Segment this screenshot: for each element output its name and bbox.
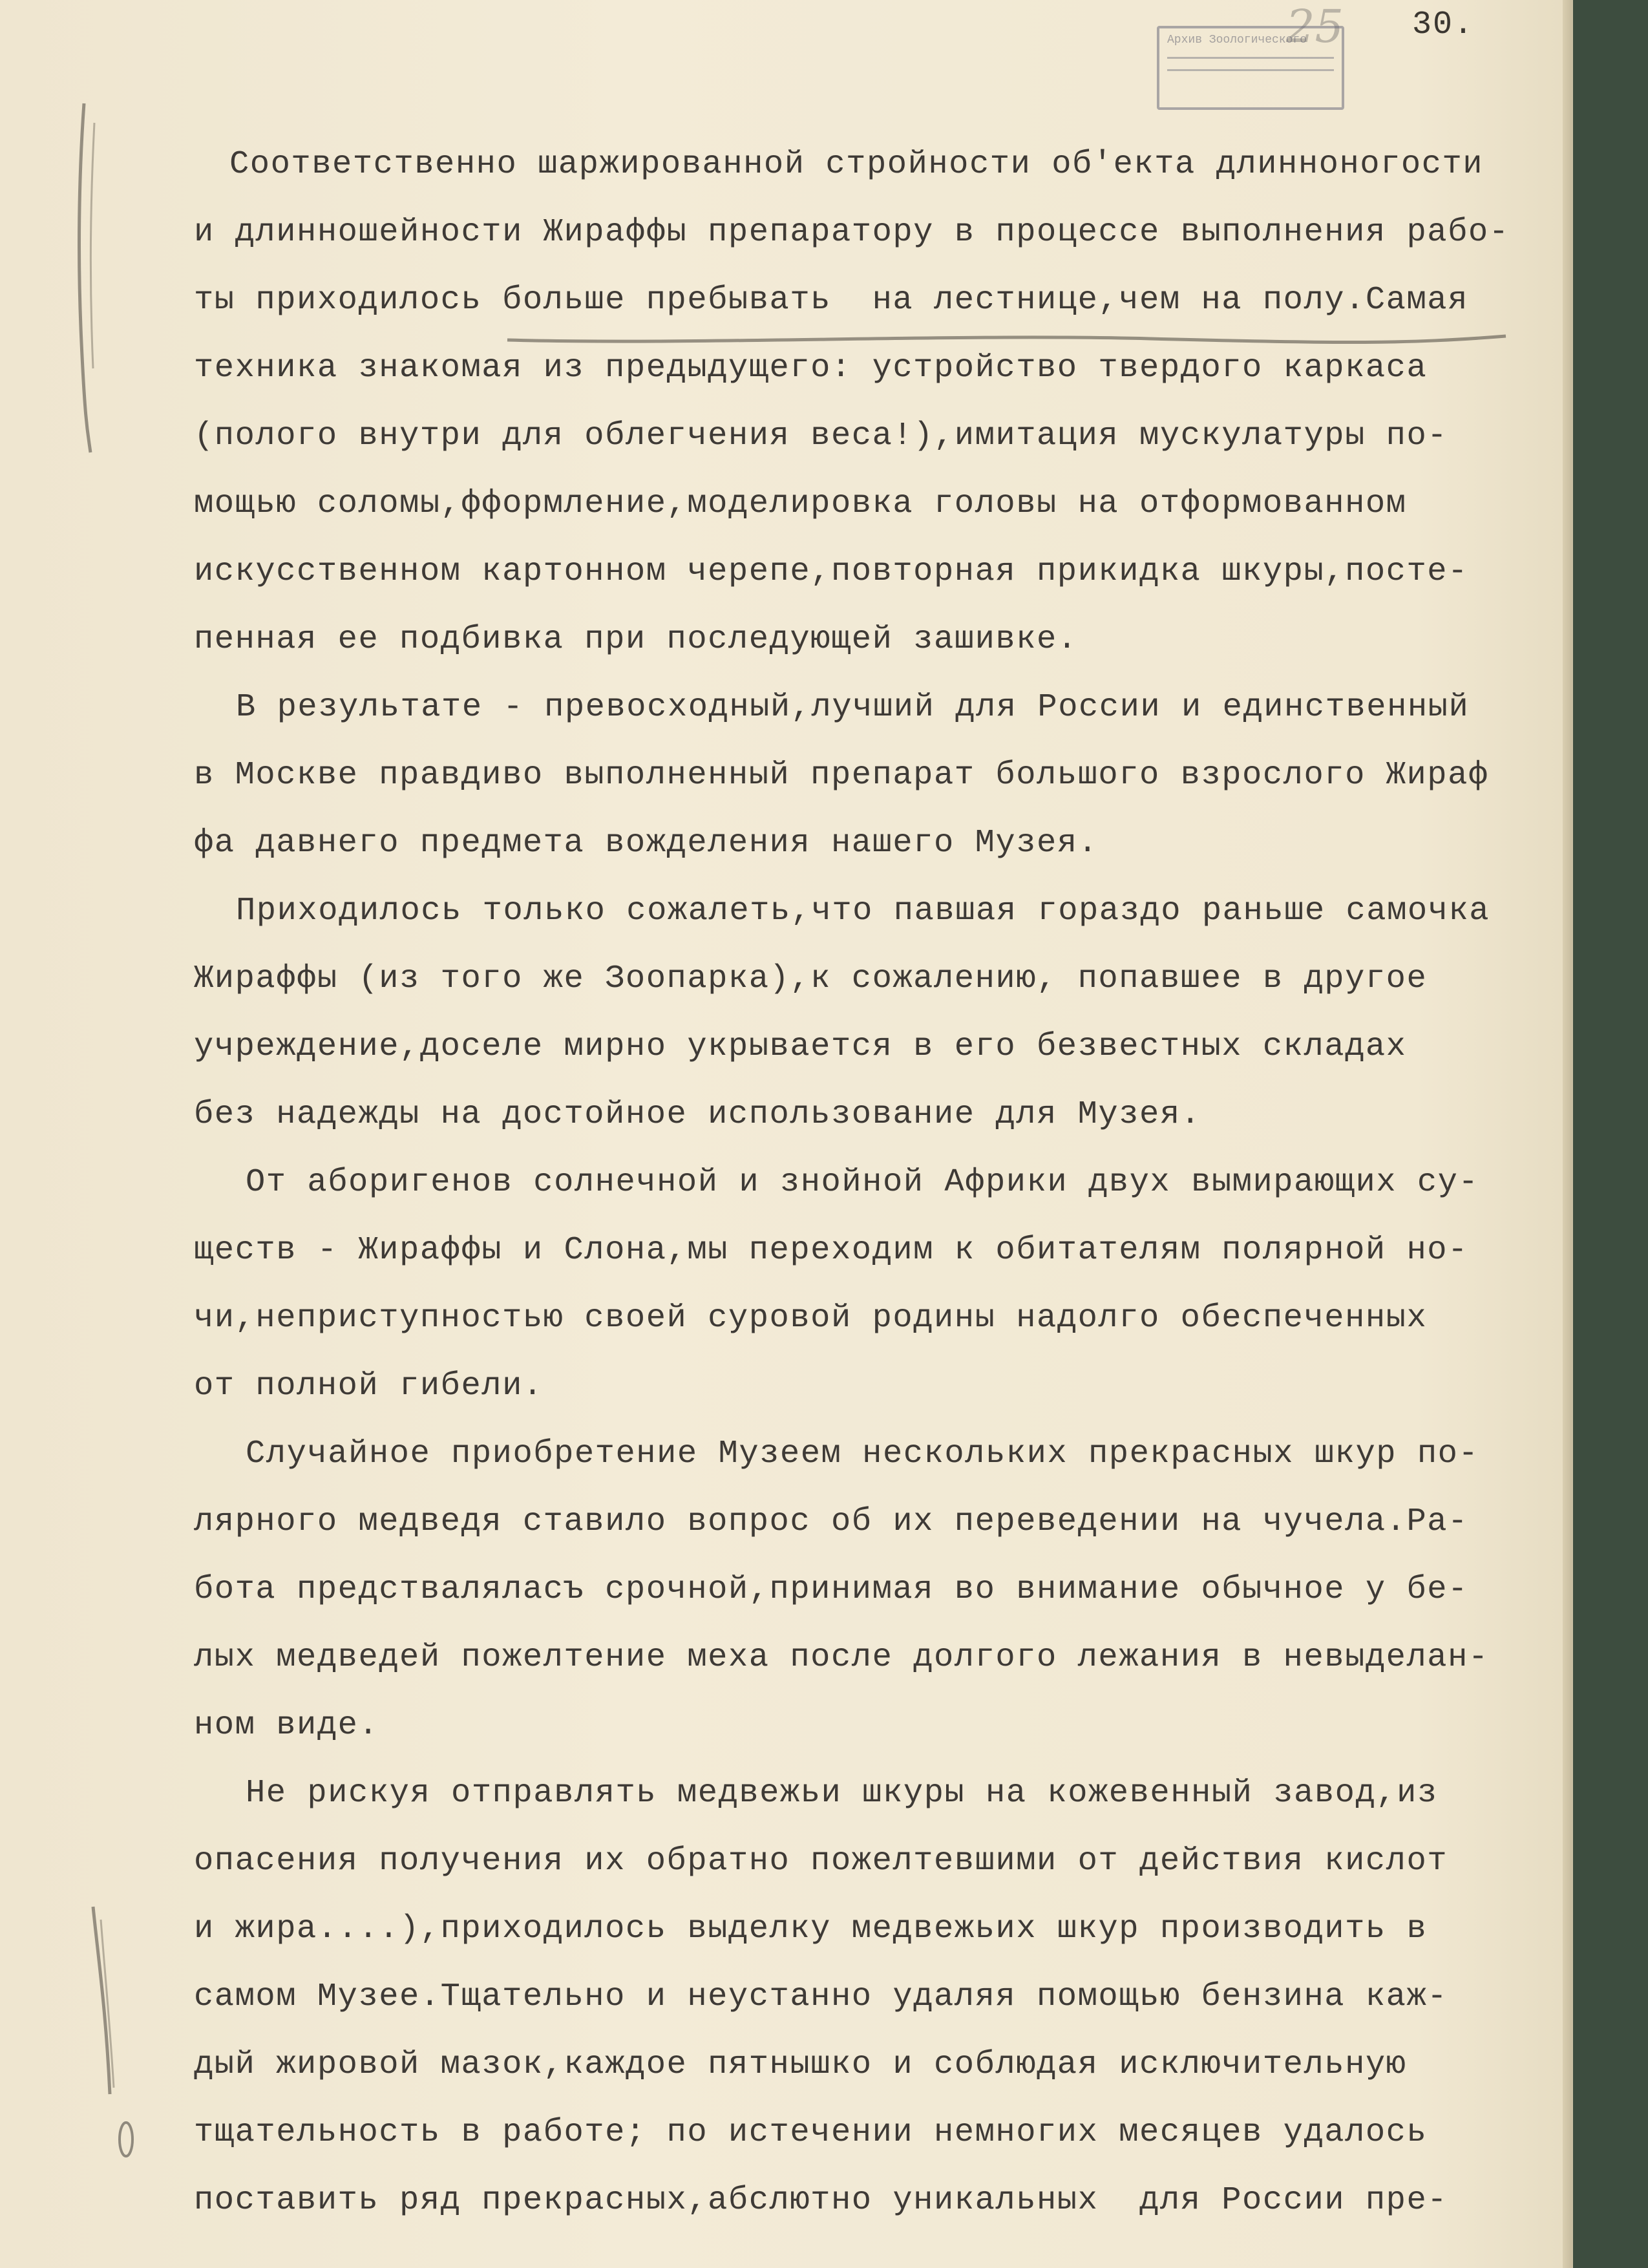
stamp-line bbox=[1167, 53, 1334, 59]
text-line: чи,неприступностью своей суровой родины надолго обеспеченных bbox=[194, 1300, 1428, 1337]
text-line: поставить ряд прекрасных,абслютно уникальных для России пре- bbox=[194, 2182, 1448, 2219]
text-line: и длинношейности Жираффы препаратору в процессе выполнения рабо- bbox=[194, 214, 1510, 251]
text-line: Приходилось только сожалеть,что павшая гораздо раньше самочка bbox=[236, 893, 1490, 929]
text-line: от полной гибели. bbox=[194, 1368, 544, 1404]
text-line: Соответственно шаржированной стройности об'екта длинноногости bbox=[229, 146, 1484, 183]
text-line: Не рискуя отправлять медвежьи шкуры на кожевенный завод,из bbox=[246, 1775, 1438, 1812]
stamp-line bbox=[1167, 65, 1334, 71]
text-line: самом Музее.Тщательно и неустанно удаляя помощью бензина каж- bbox=[194, 1978, 1448, 2015]
text-line: искусственном картонном черепе,повторная прикидка шкуры,посте- bbox=[194, 553, 1468, 590]
text-line: лых медведей пожелтение меха после долгого лежания в невыделан- bbox=[194, 1639, 1489, 1676]
text-line: ты приходилось больше пребывать на лестнице,чем на полу.Самая bbox=[194, 282, 1468, 319]
text-line: Жираффы (из того же Зоопарка),к сожалению, попавшее в другое bbox=[194, 960, 1428, 997]
archive-stamp-text: Архив Зоологического bbox=[1167, 34, 1307, 47]
text-line: в Москве правдиво выполненный препарат большого взрослого Жираф bbox=[194, 757, 1489, 794]
text-line: мощью соломы,фформление,моделировка головы на отформованном bbox=[194, 485, 1407, 522]
pencil-underline bbox=[504, 328, 1512, 348]
archive-stamp bbox=[1157, 26, 1344, 110]
text-line: От аборигенов солнечной и знойной Африки двух вымирающих су- bbox=[246, 1164, 1479, 1201]
text-line: (полого внутри для облегчения веса!),имитация мускулатуры по- bbox=[194, 418, 1448, 454]
text-line: без надежды на достойное использование для Музея. bbox=[194, 1096, 1201, 1133]
text-line: техника знакомая из предыдущего: устройство твердого каркаса bbox=[194, 350, 1428, 387]
text-line: ществ - Жираффы и Слона,мы переходим к обитателям полярной но- bbox=[194, 1232, 1468, 1269]
page-number: 30. bbox=[1412, 6, 1475, 43]
text-line: бота предстваляласъ срочной,принимая во внимание обычное у бе- bbox=[194, 1571, 1468, 1608]
text-line: лярного медведя ставило вопрос об их переведении на чучела.Ра- bbox=[194, 1503, 1468, 1540]
text-line: В результате - превосходный,лучший для России и единственный bbox=[236, 689, 1470, 726]
text-line: Случайное приобретение Музеем нескольких прекрасных шкур по- bbox=[246, 1436, 1479, 1472]
pencil-folio-note: 25 bbox=[1286, 0, 1344, 53]
text-line: и жира....),приходилось выделку медвежьих шкур производить в bbox=[194, 1911, 1428, 1947]
text-line: пенная ее подбивка при последующей зашивке. bbox=[194, 621, 1078, 658]
margin-circle-mark bbox=[113, 2114, 139, 2165]
text-line: учреждение,доселе мирно укрывается в его безвестных складах bbox=[194, 1028, 1407, 1065]
text-line: тщательность в работе; по истечении немногих месяцев удалось bbox=[194, 2114, 1428, 2151]
text-line: дый жировой мазок,каждое пятнышко и соблюдая исключительную bbox=[194, 2046, 1407, 2083]
margin-bracket-mark bbox=[65, 97, 110, 459]
text-line: опасения получения их обратно пожелтевшими от действия кислот bbox=[194, 1843, 1448, 1880]
text-line: фа давнего предмета вожделения нашего Музея. bbox=[194, 825, 1099, 862]
text-line: ном виде. bbox=[194, 1707, 379, 1744]
page-edge bbox=[1563, 0, 1572, 2268]
margin-bracket-mark bbox=[84, 1900, 129, 2107]
